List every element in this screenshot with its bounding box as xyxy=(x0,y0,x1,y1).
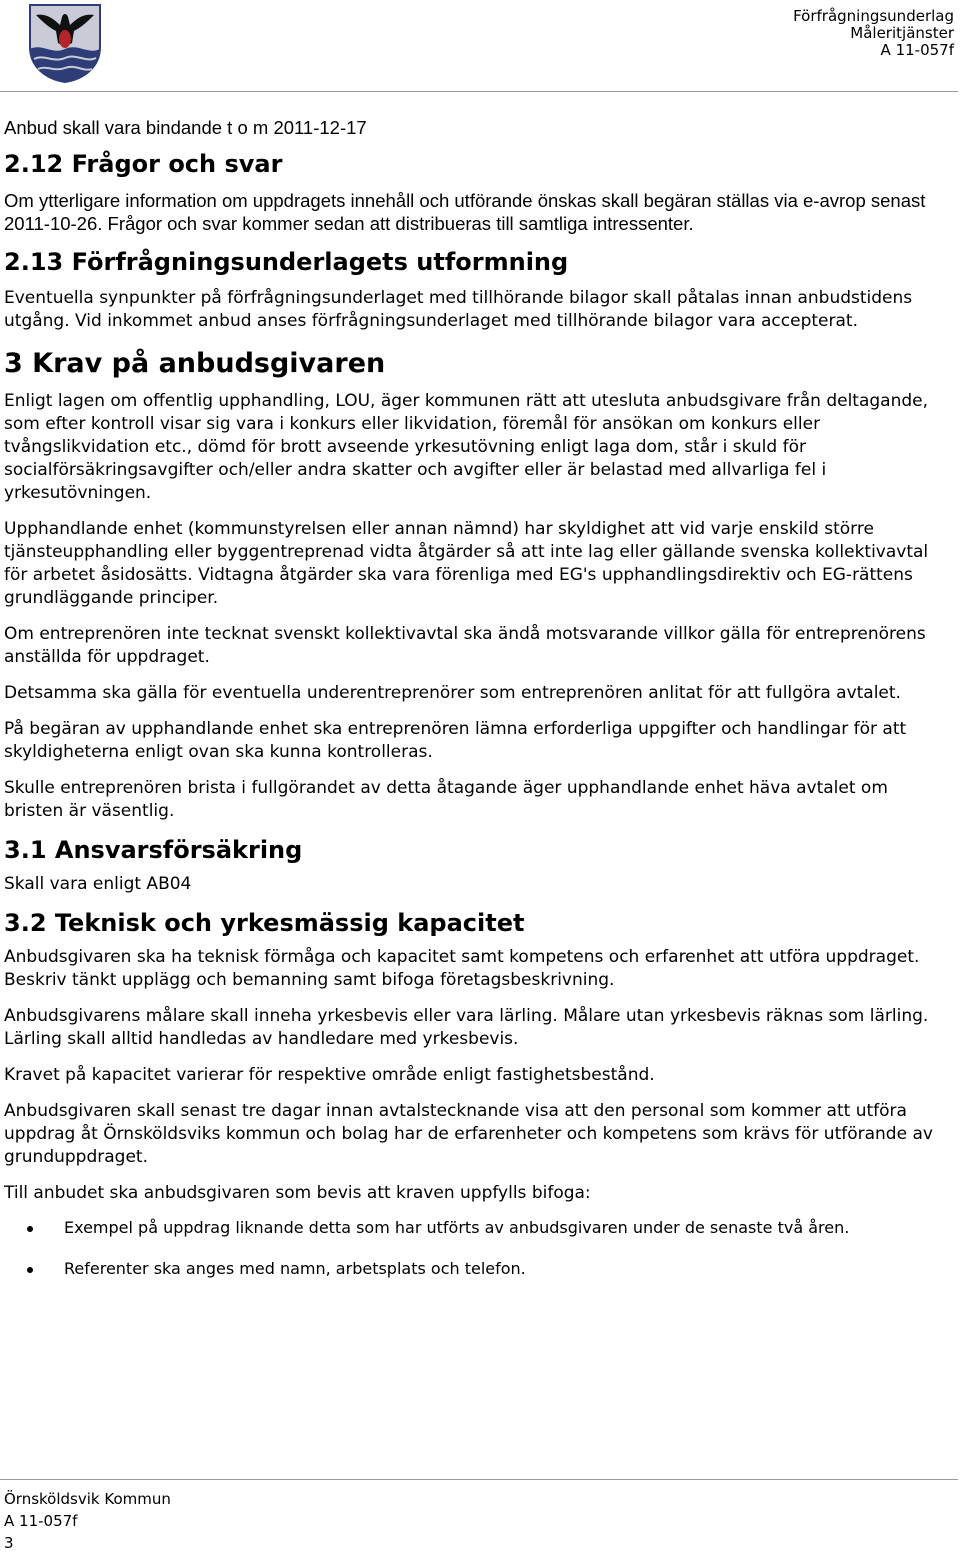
paragraph-3-termination: Skulle entreprenören brista i fullgörandet av detta åtagande äger upphandlande enhet häva avtalet om bristen är väsentlig. xyxy=(4,778,888,821)
document-subject: Måleritjänster xyxy=(850,24,954,42)
section-heading-2-13: 2.13 Förfrågningsunderlagets utformning xyxy=(4,248,569,276)
document-meta xyxy=(793,8,954,59)
municipal-coat-of-arms-icon xyxy=(28,3,102,83)
section-heading-2-12: 2.12 Frågor och svar xyxy=(4,150,283,178)
paragraph-3-information: På begäran av upphandlande enhet ska entreprenören lämna erforderliga uppgifter och handlingar för att skyldigheterna enligt ovan ska kunna kontrolleras. xyxy=(4,719,907,762)
paragraph-3-exclusion: Enligt lagen om offentlig upphandling, LOU, äger kommunen rätt att utesluta anbudsgivare från deltagande, som efter kontroll visar sig vara i konkurs eller likvidation, föremål för ansökan om konkurs eller tvångslikvidation etc., dömd för brott avseende yrkesutövning enligt laga dom, står i skuld för socialförsäkringsavgifter och/eller andra skatter och avgifter eller är belastad med allvarliga fel i yrkesutövningen. xyxy=(4,391,929,503)
paragraph-3-2-painters: Anbudsgivarens målare skall inneha yrkesbevis eller vara lärling. Målare utan yrkesbevis räknas som lärling. Lärling skall alltid handledas av handledare med yrkesbevis. xyxy=(4,1006,929,1049)
paragraph-2-12: Om ytterligare information om uppdragets innehåll och utförande önskas skall begäran ställas via e-avrop senast 2011-10-26. Frågor och svar kommer sedan att distribueras till samtliga intressenter. xyxy=(4,190,926,234)
list-item xyxy=(64,1258,952,1280)
paragraph-3-2-capacity: Anbudsgivaren ska ha teknisk förmåga och kapacitet samt kompetens och erfarenhet att utföra uppdraget. Beskriv tänkt upplägg och bemanning samt bifoga företagsbeskrivning. xyxy=(4,947,920,990)
document-reference: A 11-057f xyxy=(880,41,954,59)
list-item-text: Referenter ska anges med namn, arbetsplats och telefon. xyxy=(64,1259,526,1278)
validity-paragraph: Anbud skall vara bindande t o m 2011-12-17 xyxy=(4,117,367,138)
paragraph-2-13: Eventuella synpunkter på förfrågningsunderlaget med tillhörande bilagor skall påtalas innan anbudstidens utgång. Vid inkommet anbud anses förfrågningsunderlaget med tillhörande bilagor vara accepterat. xyxy=(4,288,913,331)
header-divider xyxy=(0,91,958,92)
footer-divider xyxy=(0,1479,958,1480)
paragraph-3-1: Skall vara enligt AB04 xyxy=(4,874,192,894)
document-type: Förfrågningsunderlag xyxy=(793,7,954,25)
paragraph-3-obligations: Upphandlande enhet (kommunstyrelsen eller annan nämnd) har skyldighet att vid varje enskild större tjänsteupphandling eller byggentreprenad vidta åtgärder så att inte lag eller gällande svenska kollektivavtal för arbetet åsidosätts. Vidtagna åtgärder ska vara förenliga med EG's upphandlingsdirektiv och EG-rättens grundläggande principer. xyxy=(4,519,929,608)
page-footer xyxy=(4,1488,171,1554)
paragraph-3-2-attachments: Till anbudet ska anbudsgivaren som bevis att kraven uppfylls bifoga: xyxy=(4,1183,591,1203)
attachment-list xyxy=(4,1217,952,1280)
paragraph-3-2-area-capacity: Kravet på kapacitet varierar för respektive område enligt fastighetsbestånd. xyxy=(4,1065,655,1085)
footer-organization: Örnsköldsvik Kommun xyxy=(4,1490,171,1508)
list-item-text: Exempel på uppdrag liknande detta som har utförts av anbudsgivaren under de senaste två åren. xyxy=(64,1218,850,1237)
list-item xyxy=(64,1217,952,1239)
footer-reference: A 11-057f xyxy=(4,1512,78,1530)
page-header xyxy=(0,0,960,92)
section-heading-3-2: 3.2 Teknisk och yrkesmässig kapacitet xyxy=(4,909,525,937)
paragraph-3-2-staff: Anbudsgivaren skall senast tre dagar innan avtalstecknande visa att den personal som kommer att utföra uppdrag åt Örnsköldsviks kommun och bolag har de erfarenheter och kompetens som krävs för utförande av grunduppdraget. xyxy=(4,1101,933,1167)
section-heading-3-1: 3.1 Ansvarsförsäkring xyxy=(4,836,303,864)
document-body xyxy=(4,116,952,1280)
paragraph-3-collective-agreement: Om entreprenören inte tecknat svenskt kollektivavtal ska ändå motsvarande villkor gälla för entreprenörens anställda för uppdraget. xyxy=(4,624,926,667)
section-heading-3: 3 Krav på anbudsgivaren xyxy=(4,348,386,379)
bullet-icon xyxy=(27,1267,33,1273)
bullet-icon xyxy=(27,1226,33,1232)
paragraph-3-subcontractors: Detsamma ska gälla för eventuella underentreprenörer som entreprenören anlitat för att fullgöra avtalet. xyxy=(4,683,901,703)
page-number: 3 xyxy=(4,1534,14,1552)
